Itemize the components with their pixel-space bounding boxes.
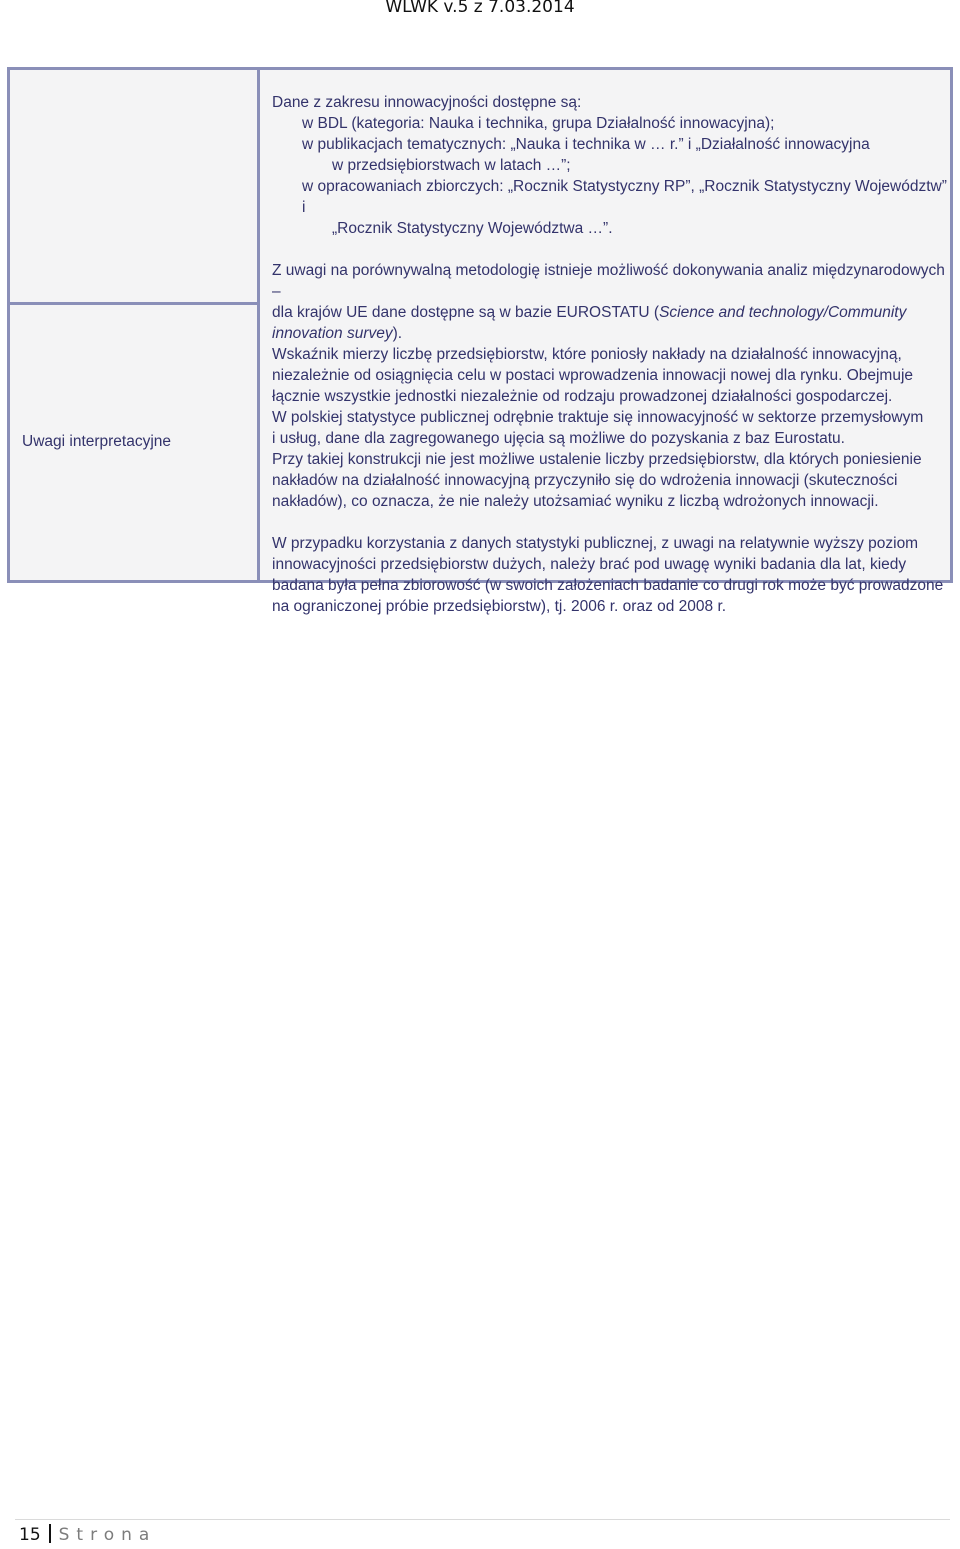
paragraph-sectors [272,407,952,449]
page-footer [19,1524,156,1545]
table-left-column [10,70,260,580]
source-item-bdl: w BDL (kategoria: Nauka i technika, grupa Działalność innowacyjna); [302,115,775,132]
page-word: Strona [58,1525,157,1545]
p3-line1: W polskiej statystyce publicznej odrębnie traktuje się innowacyjność w sektorze przemysłowym [272,409,924,426]
p4-line1: Przy takiej konstrukcji nie jest możliwe ustalenie liczby przedsiębiorstw, dla których poniesienie [272,451,922,468]
source-item-publications-cont: w przedsiębiorstwach w latach …”; [332,157,571,174]
table-row-divider [10,302,260,305]
page-number: 15 [19,1525,41,1545]
p4-line3: nakładów), co oznacza, że nie należy utożsamiać wyniku z liczbą wdrożonych innowacji. [272,493,879,510]
p1-line3-italic: innovation survey [272,325,393,342]
p1-line1: Z uwagi na porównywalną metodologię istnieje możliwość dokonywania analiz międzynarodowych – [272,262,945,300]
p5-line3: badana była pełna zbiorowość (w swoich założeniach badanie co drugi rok może być prowadzone [272,577,944,594]
source-item-compilations: w opracowaniach zbiorczych: „Rocznik Statystyczny RP”, „Rocznik Statystyczny Województw” i [302,178,947,216]
p5-line1: W przypadku korzystania z danych statystyki publicznej, z uwagi na relatywnie wyższy poziom [272,535,919,552]
p1-line2-italic: Science and technology/Community [659,304,907,321]
paragraph-large-enterprises [272,533,952,617]
row-label-interpretive-notes: Uwagi interpretacyjne [22,433,172,450]
p4-line2: nakładów na działalność innowacyjną przyczyniło się do wdrożenia innowacji (skuteczności [272,472,898,489]
footer-separator [49,1524,51,1543]
p5-line4: na ograniczonej próbie przedsiębiorstw), tj. 2006 r. oraz od 2008 r. [272,598,727,615]
p2-line2: niezależnie od osiągnięcia celu w postaci wprowadzenia innowacji nowej dla rynku. Obejmuje [272,367,914,384]
source-item-publications: w publikacjach tematycznych: „Nauka i technika w … r.” i „Działalność innowacyjna [302,136,870,153]
p3-line2: i usług, dane dla zagregowanego ujęcia są możliwe do pozyskania z baz Eurostatu. [272,430,845,447]
paragraph-construction [272,449,952,512]
metadata-table [7,67,953,615]
paragraph-international [272,260,952,344]
table-content-cell [272,92,952,617]
p2-line3: łącznie wszystkie jednostki niezależnie od rodzaju prowadzonej działalności gospodarczej. [272,388,893,405]
p1-line2: dla krajów UE dane dostępne są w bazie EUROSTATU ( [272,304,660,321]
footer-divider [15,1519,950,1520]
document-header [0,0,960,16]
p1-line3: ). [392,325,403,342]
header-title: WLWK v.5 z 7.03.2014 [385,0,575,17]
source-item-compilations-cont: „Rocznik Statystyczny Województwa …”. [332,220,613,237]
paragraph-indicator [272,344,952,407]
p5-line2: innowacyjności przedsiębiorstw dużych, należy brać pod uwagę wyniki badania dla lat, kiedy [272,556,907,573]
source-intro: Dane z zakresu innowacyjności dostępne są: [272,94,582,111]
p2-line1: Wskaźnik mierzy liczbę przedsiębiorstw, które poniosły nakłady na działalność innowacyjną, [272,346,902,363]
